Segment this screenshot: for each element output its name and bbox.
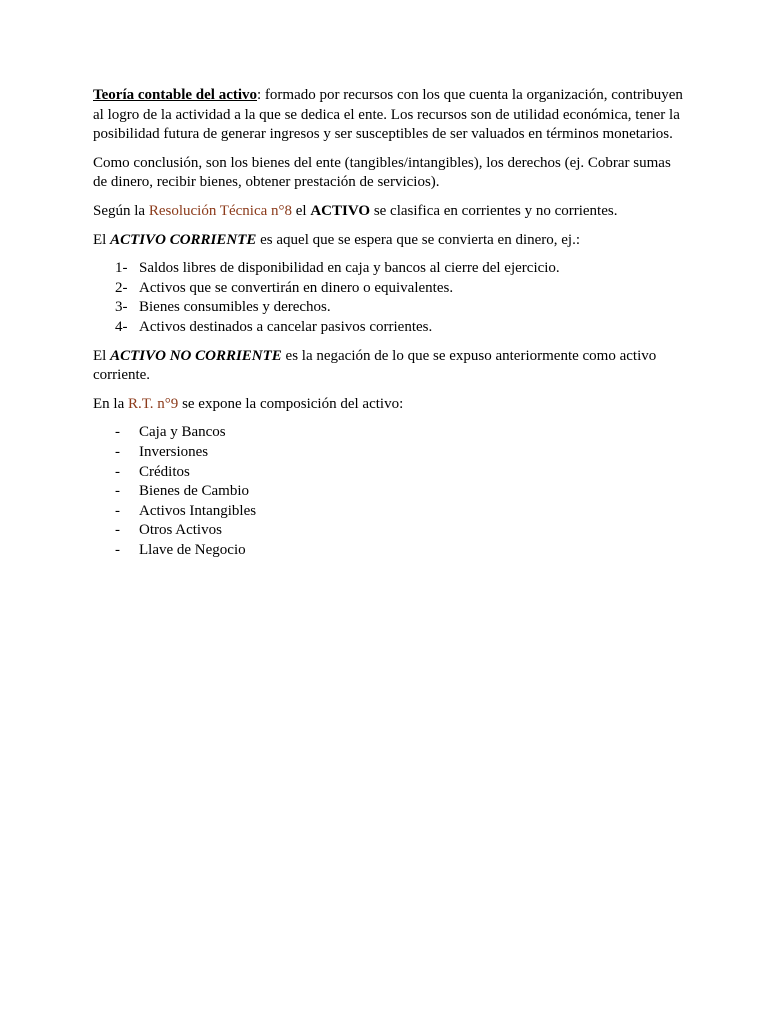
rt-9-link[interactable]: R.T. n°9 xyxy=(128,395,179,412)
activo-corriente-post: es aquel que se espera que se convierta en dinero, ej.: xyxy=(256,231,581,248)
list-item xyxy=(93,482,685,502)
paragraph-definition xyxy=(93,86,685,145)
list-item xyxy=(93,443,685,463)
list-item xyxy=(93,541,685,561)
list-item xyxy=(93,259,685,279)
activo-corriente-term: ACTIVO CORRIENTE xyxy=(110,231,257,248)
list-item xyxy=(93,502,685,522)
paragraph-activo-corriente xyxy=(93,231,685,251)
list-item xyxy=(93,463,685,483)
list-item xyxy=(93,279,685,299)
list-item-text: Activos Intangibles xyxy=(139,502,257,519)
list-item-text: Activos que se convertirán en dinero o equivalentes. xyxy=(139,279,454,296)
activo-corriente-list xyxy=(93,259,685,337)
list-item-text: Bienes de Cambio xyxy=(139,483,249,500)
list-marker: - xyxy=(115,541,120,558)
document-page xyxy=(93,86,685,569)
list-marker: - xyxy=(115,483,120,500)
list-item-text: Activos destinados a cancelar pasivos corrientes. xyxy=(139,318,433,335)
activo-no-corriente-pre: El xyxy=(93,347,111,364)
list-marker: 3- xyxy=(115,299,128,316)
list-item-text: Caja y Bancos xyxy=(139,424,226,441)
list-item-text: Saldos libres de disponibilidad en caja y bancos al cierre del ejercicio. xyxy=(139,260,560,277)
activo-no-corriente-term: ACTIVO NO CORRIENTE xyxy=(110,347,282,364)
list-item-text: Créditos xyxy=(139,463,190,480)
list-item xyxy=(93,298,685,318)
activo-term: ACTIVO xyxy=(310,202,371,219)
conclusion-text: Como conclusión, son los bienes del ente (tangibles/intangibles), los derechos (ej. Cobrar sumas de dinero, recibir bienes, obtener prestación de servicios). xyxy=(93,154,671,191)
activo-no-corriente-post: es la negación de lo que se expuso anteriormente como activo corriente. xyxy=(93,347,657,384)
list-marker: - xyxy=(115,443,120,460)
list-item xyxy=(93,423,685,443)
classification-post: se clasifica en corrientes y no corrientes. xyxy=(370,202,618,219)
list-item xyxy=(93,521,685,541)
paragraph-composicion xyxy=(93,395,685,415)
list-marker: - xyxy=(115,463,120,480)
resolucion-tecnica-8-link[interactable]: Resolución Técnica n°8 xyxy=(148,202,293,219)
list-marker: - xyxy=(115,502,120,519)
list-marker: 2- xyxy=(115,279,128,296)
activo-corriente-pre: El xyxy=(93,231,111,248)
list-item-text: Bienes consumibles y derechos. xyxy=(139,299,331,316)
composicion-list xyxy=(93,423,685,560)
list-marker: 1- xyxy=(115,260,128,277)
definition-heading: Teoría contable del activo xyxy=(93,87,258,103)
list-marker: 4- xyxy=(115,318,128,335)
list-item xyxy=(93,318,685,338)
list-item-text: Otros Activos xyxy=(139,522,222,539)
list-item-text: Inversiones xyxy=(139,443,209,460)
definition-text: : formado por recursos con los que cuenta la organización, contribuyen al logro de la actividad a la que se dedica el ente. Los recursos son de utilidad económica, tener la posibilidad futura de generar ingresos y ser susceptibles de ser valuados en términos monetarios. xyxy=(93,87,683,143)
paragraph-classification xyxy=(93,202,685,222)
paragraph-conclusion xyxy=(93,154,685,193)
classification-pre: Según la xyxy=(93,202,149,219)
list-marker: - xyxy=(115,424,120,441)
list-marker: - xyxy=(115,522,120,539)
paragraph-activo-no-corriente xyxy=(93,347,685,386)
list-item-text: Llave de Negocio xyxy=(139,541,246,558)
classification-mid: el xyxy=(292,202,311,219)
composicion-pre: En la xyxy=(93,395,128,412)
composicion-post: se expone la composición del activo: xyxy=(178,395,404,412)
